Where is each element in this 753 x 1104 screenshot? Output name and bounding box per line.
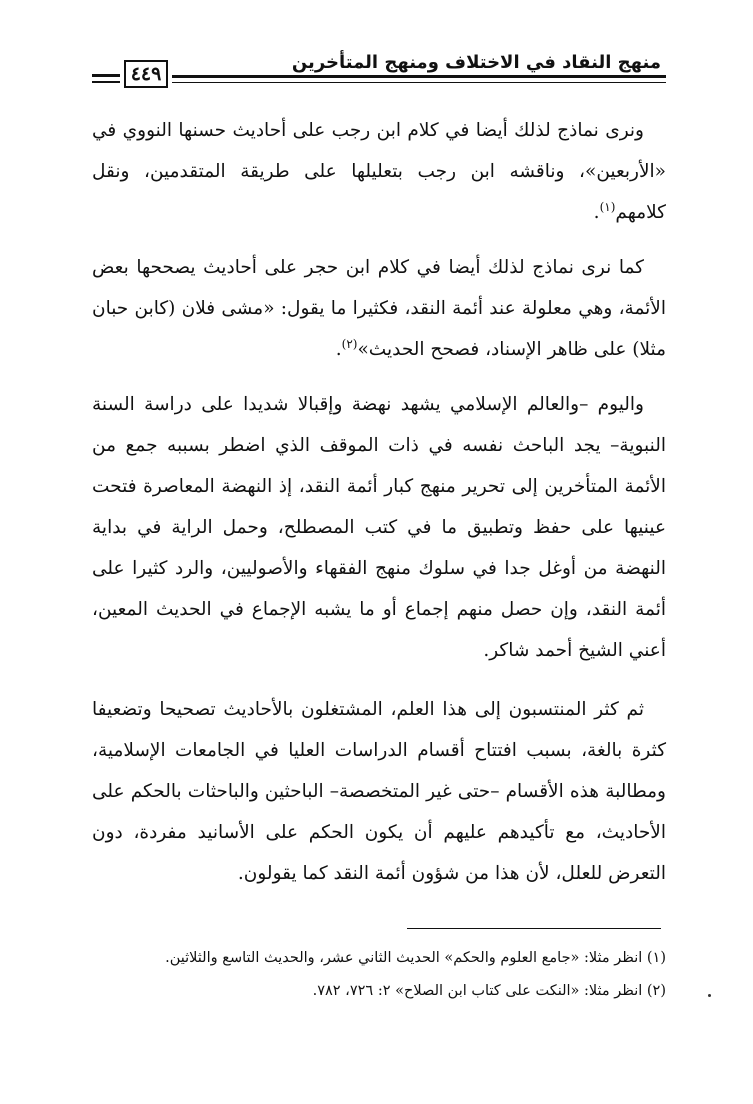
footnote-2: (٢) انظر مثلا: «النكت على كتاب ابن الصلاح» ٢: ٧٢٦، ٧٨٢. <box>312 983 666 999</box>
paragraph-3: واليوم –والعالم الإسلامي يشهد نهضة وإقبالا شديدا على دراسة السنة النبوية– يجد الباحث نفسه في ذات الموقف الذي اضطر بسببه جمع من الأئمة المتأخرين إلى تحرير منهج كبار أئمة النقد، إذ النهضة المعاصرة فتحت عينيها على حفظ وتطبيق ما في كتب المصطلح، وحمل الراية في بداية النهضة من أوغل جدا في سلوك منهج الفقهاء والأصوليين، والرد كثيرا على أئمة النقد، وإن حصل منهم إجماع أو ما يشبه الإجماع في الحديث المعين، أعني الشيخ أحمد شاكر. <box>92 394 666 661</box>
stray-dot-mark <box>708 994 711 997</box>
paragraph-1-tail: . <box>593 202 600 223</box>
footnote-ref-2[interactable]: (٢) <box>341 336 358 351</box>
paragraph-2-text: كما نرى نماذج لذلك أيضا في كلام ابن حجر على أحاديث يصححها بعض الأئمة، وهي معلولة عند أئمة النقد، فكثيرا ما يقول: «مشى فلان (كابن حبان مثلا) على ظاهر الإسناد، فصحح الحديث» <box>92 257 666 360</box>
running-header-title: منهج النقاد في الاختلاف ومنهج المتأخرين <box>291 52 661 73</box>
footnote-1: (١) انظر مثلا: «جامع العلوم والحكم» الحديث الثاني عشر، والحديث التاسع والثلاثين. <box>165 950 666 966</box>
body-text <box>92 110 666 912</box>
footnote-ref-1[interactable]: (١) <box>599 199 616 214</box>
paragraph-2 <box>92 247 666 370</box>
paragraph-1-text: ونرى نماذج لذلك أيضا في كلام ابن رجب على أحاديث حسنها النووي في «الأربعين»، وناقشه ابن رجب بتعليلها على طريقة المتقدمين، ونقل كلامهم <box>92 120 666 223</box>
paragraph-4: ثم كثر المنتسبون إلى هذا العلم، المشتغلون بالأحاديث تصحيحا وتضعيفا كثرة بالغة، بسبب افتتاح أقسام الدراسات العليا في الجامعات الإسلامية، ومطالبة هذه الأقسام –حتى غير المتخصصة– الباحثين والباحثات بالحكم على الأحاديث، مع تأكيدهم عليهم أن يكون الحكم على الأسانيد مفردة، دون التعرض للعلل، لأن هذا من شؤون أئمة النقد كما يقولون. <box>92 699 666 884</box>
footnotes <box>92 942 666 1008</box>
page-number: ٤٤٩ <box>124 60 168 88</box>
paragraph-1 <box>92 110 666 233</box>
footnote-separator <box>407 928 661 929</box>
paragraph-2-tail: . <box>335 339 342 360</box>
header-rule-thin <box>172 82 666 83</box>
page-number-rule-bottom <box>92 81 120 83</box>
page-number-rule-top <box>92 74 120 77</box>
header-rule-thick <box>172 75 666 78</box>
